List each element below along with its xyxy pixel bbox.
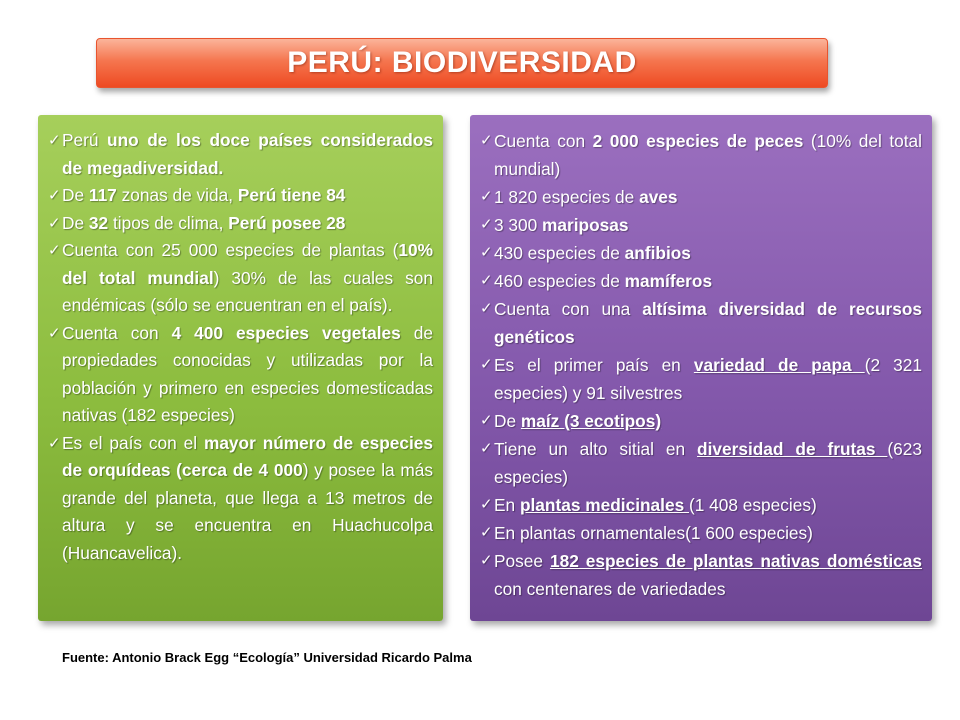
list-item: ✓ Posee 182 especies de plantas nativas domésticas con centenares de variedades — [480, 547, 922, 603]
check-icon: ✓ — [480, 272, 493, 289]
list-item: ✓ Cuenta con una altísima diversidad de recursos genéticos — [480, 295, 922, 351]
list-item: ✓ 1 820 especies de aves — [480, 183, 922, 211]
list-item: ✓ 430 especies de anfibios — [480, 239, 922, 267]
check-icon: ✓ — [48, 187, 61, 204]
check-icon: ✓ — [480, 244, 493, 261]
check-icon: ✓ — [480, 356, 493, 373]
list-item: ✓ 3 300 mariposas — [480, 211, 922, 239]
page-title: PERÚ: BIODIVERSIDAD — [287, 46, 637, 79]
check-icon: ✓ — [480, 300, 493, 317]
check-icon: ✓ — [480, 188, 493, 205]
check-icon: ✓ — [480, 216, 493, 233]
check-icon: ✓ — [48, 132, 61, 149]
list-item: ✓ Es el país con el mayor número de especies de orquídeas (cerca de 4 000) y posee la más grande del planeta, que llega a 13 metros de altura y se encuentra en Huachucolpa (Huancavelica). — [48, 430, 433, 568]
list-item: ✓ Cuenta con 4 400 especies vegetales de propiedades conocidas y utilizadas por la población y primero en especies domesticadas nativas (182 especies) — [48, 320, 433, 430]
check-icon: ✓ — [480, 496, 493, 513]
check-icon: ✓ — [48, 242, 61, 259]
check-icon: ✓ — [480, 132, 493, 149]
list-item: ✓ De 117 zonas de vida, Perú tiene 84 — [48, 182, 433, 210]
list-item: ✓ 460 especies de mamíferos — [480, 267, 922, 295]
check-icon: ✓ — [48, 434, 61, 452]
list-item: ✓ Perú uno de los doce países considerados de megadiversidad. — [48, 127, 433, 182]
list-item: ✓ En plantas medicinales (1 408 especies) — [480, 491, 922, 519]
title-banner — [96, 38, 828, 88]
left-panel — [38, 115, 443, 621]
right-list — [480, 127, 922, 603]
list-item: ✓ De maíz (3 ecotipos) — [480, 407, 922, 435]
list-item: ✓ Tiene un alto sitial en diversidad de frutas (623 especies) — [480, 435, 922, 491]
check-icon: ✓ — [48, 214, 61, 232]
list-item: ✓ Cuenta con 25 000 especies de plantas (10% del total mundial) 30% de las cuales son endémicas (sólo se encuentran en el país). — [48, 237, 433, 320]
source-citation: Fuente: Antonio Brack Egg “Ecología” Universidad Ricardo Palma — [62, 650, 472, 665]
list-item: ✓ Es el primer país en variedad de papa (2 321 especies) y 91 silvestres — [480, 351, 922, 407]
check-icon: ✓ — [480, 412, 493, 429]
check-icon: ✓ — [48, 324, 61, 342]
right-panel — [470, 115, 932, 621]
list-item: ✓ De 32 tipos de clima, Perú posee 28 — [48, 210, 433, 238]
check-icon: ✓ — [480, 524, 493, 541]
list-item: ✓ En plantas ornamentales(1 600 especies) — [480, 519, 922, 547]
list-item: ✓ Cuenta con 2 000 especies de peces (10% del total mundial) — [480, 127, 922, 183]
check-icon: ✓ — [480, 552, 493, 569]
check-icon: ✓ — [480, 440, 493, 457]
left-list — [48, 127, 433, 567]
